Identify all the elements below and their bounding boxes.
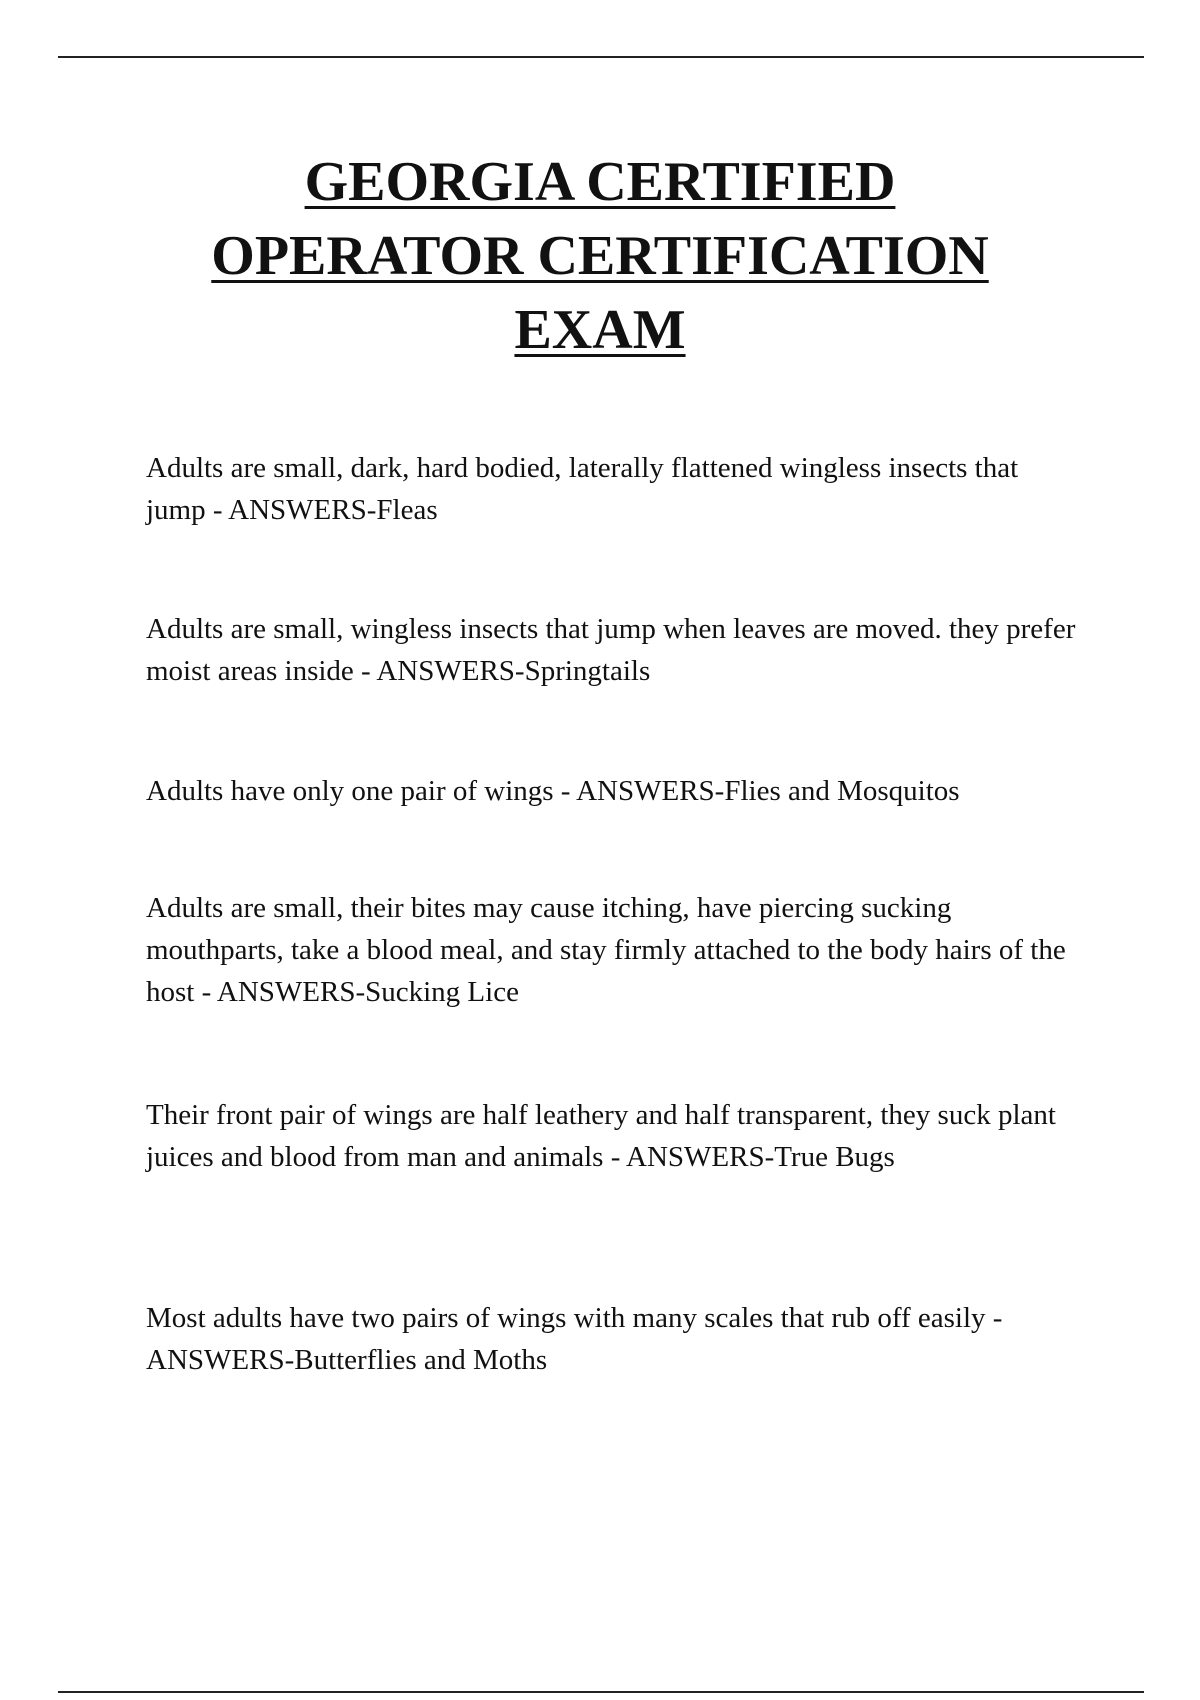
title-line-1: GEORGIA CERTIFIED [304, 151, 896, 213]
title-line-3: EXAM [514, 299, 686, 361]
qa-item-springtails: Adults are small, wingless insects that jump when leaves are moved. they prefer moist areas inside - ANSWERS-Springtails [146, 613, 1076, 687]
qa-item-flies-mosquitos: Adults have only one pair of wings - ANSWERS-Flies and Mosquitos [146, 775, 960, 807]
qa-item-sucking-lice: Adults are small, their bites may cause itching, have piercing sucking mouthparts, take a blood meal, and stay firmly attached to the body hairs of the host - ANSWERS-Sucking Lice [146, 892, 1066, 1008]
page-title [100, 145, 1100, 367]
qa-item-butterflies-moths: Most adults have two pairs of wings with many scales that rub off easily - ANSWERS-Butterflies and Moths [146, 1302, 1003, 1376]
qa-item-true-bugs: Their front pair of wings are half leathery and half transparent, they suck plant juices and blood from man and animals - ANSWERS-True Bugs [146, 1099, 1056, 1173]
top-divider [58, 56, 1144, 58]
qa-item-fleas: Adults are small, dark, hard bodied, laterally flattened wingless insects that jump - ANSWERS-Fleas [146, 452, 1019, 526]
title-line-2: OPERATOR CERTIFICATION [211, 225, 989, 287]
bottom-divider [58, 1691, 1144, 1693]
